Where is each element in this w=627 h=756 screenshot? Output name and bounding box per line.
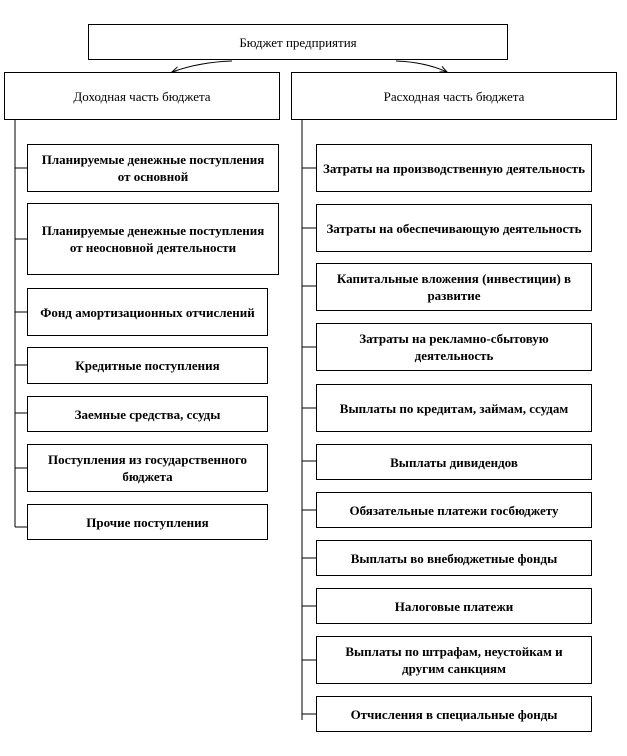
expense-item: Капитальные вложения (инвестиции) в развитие bbox=[316, 263, 592, 311]
expense-header: Расходная часть бюджета bbox=[291, 72, 617, 120]
expense-item: Затраты на производственную деятельность bbox=[316, 144, 592, 192]
income-item: Заемные средства, ссуды bbox=[27, 396, 268, 432]
arrow-to-income bbox=[172, 61, 232, 72]
expense-item: Налоговые платежи bbox=[316, 588, 592, 624]
arrow-to-expense bbox=[396, 61, 447, 72]
income-item: Фонд амортизационных отчислений bbox=[27, 288, 268, 336]
expense-item: Затраты на обеспечивающую деятельность bbox=[316, 204, 592, 252]
expense-item: Обязательные платежи госбюджету bbox=[316, 492, 592, 528]
expense-item: Выплаты во внебюджетные фонды bbox=[316, 540, 592, 576]
income-header: Доходная часть бюджета bbox=[4, 72, 280, 120]
root-box: Бюджет предприятия bbox=[88, 24, 508, 60]
income-item: Прочие поступления bbox=[27, 504, 268, 540]
income-item: Планируемые денежные поступления от основной bbox=[27, 144, 279, 192]
expense-item: Выплаты дивидендов bbox=[316, 444, 592, 480]
income-item: Кредитные поступления bbox=[27, 347, 268, 384]
income-item: Поступления из государственного бюджета bbox=[27, 444, 268, 492]
expense-item: Выплаты по кредитам, займам, ссудам bbox=[316, 384, 592, 432]
expense-item: Выплаты по штрафам, неустойкам и другим санкциям bbox=[316, 636, 592, 684]
income-item: Планируемые денежные поступления от неосновной деятельности bbox=[27, 203, 279, 275]
expense-item: Затраты на рекламно-сбытовую деятельность bbox=[316, 323, 592, 371]
expense-item: Отчисления в специальные фонды bbox=[316, 696, 592, 732]
